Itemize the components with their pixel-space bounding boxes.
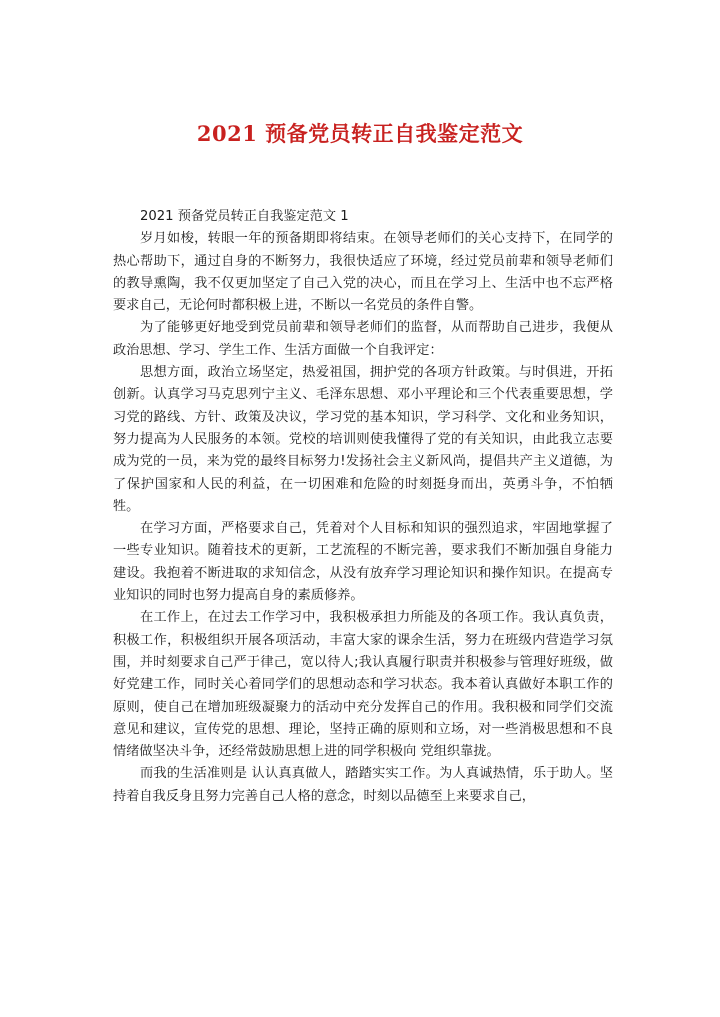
paragraph-work: 在工作上，在过去工作学习中，我积极承担力所能及的各项工作。我认真负责，积极工作，积极组织开展各项活动，丰富大家的课余生活，努力在班级内营造学习氛围，并时刻要求自己严于律己，宽以待人;我认真履行职责并积极参与管理好班级，做好党建工作，同时关心着同学们的思想动态和学习状态。我本着认真做好本职工作的原则，使自己在增加班级凝聚力的活动中充分发挥自己的作用。我积极和同学们交流意见和建议，宣传党的思想、理论，坚持正确的原则和立场，对一些消极思想和不良情绪做坚决斗争，还经常鼓励思想上进的同学积极向 党组织靠拢。 [113,610,613,760]
paragraph-self-evaluation: 为了能够更好地受到党员前辈和领导老师们的监督，从而帮助自己进步，我便从政治思想、学习、学生工作、生活方面做一个自我评定： [113,320,613,358]
paragraph-ideology: 思想方面，政治立场坚定，热爱祖国，拥护党的各项方针政策。与时俱进，开拓创新。认真学习马克思列宁主义、毛泽东思想、邓小平理论和三个代表重要思想，学习党的路线、方针、政策及决议，学习党的基本知识，学习科学、文化和业务知识，努力提高为人民服务的本领。党校的培训则使我懂得了党的有关知识，由此我立志要成为党的一员，来为党的最终目标努力!发扬社会主义新风尚，提倡共产主义道德，为了保护国家和人民的利益，在一切困难和危险的时刻挺身而出，英勇斗争，不怕牺牲。 [113,365,613,514]
paragraph-study: 在学习方面，严格要求自己，凭着对个人目标和知识的强烈追求，牢固地掌握了一些专业知识。随着技术的更新，工艺流程的不断完善，要求我们不断加强自身能力建设。我抱着不断进取的求知信念，从没有放弃学习理论知识和操作知识。在提高专业知识的同时也努力提高自身的素质修养。 [113,521,613,604]
paragraph-intro: 岁月如梭，转眼一年的预备期即将结束。在领导老师们的关心支持下，在同学的热心帮助下，通过自身的不断努力，我很快适应了环境，经过党员前辈和领导老师们的教导熏陶，我不仅更加坚定了自己入党的决心，而且在学习上、生活中也不忘严格要求自己，无论何时都积极上进，不断以一名党员的条件自警。 [113,231,613,314]
document-body [113,206,613,808]
section-heading: 2021 预备党员转正自我鉴定范文 1 [140,209,349,224]
paragraph-life: 而我的生活准则是 认认真真做人，踏踏实实工作。为人真诚热情，乐于助人。坚持着自我反身且努力完善自己人格的意念，时刻以品德至上来要求自己， [113,766,613,804]
document-title: 2021 预备党员转正自我鉴定范文 [196,121,524,146]
